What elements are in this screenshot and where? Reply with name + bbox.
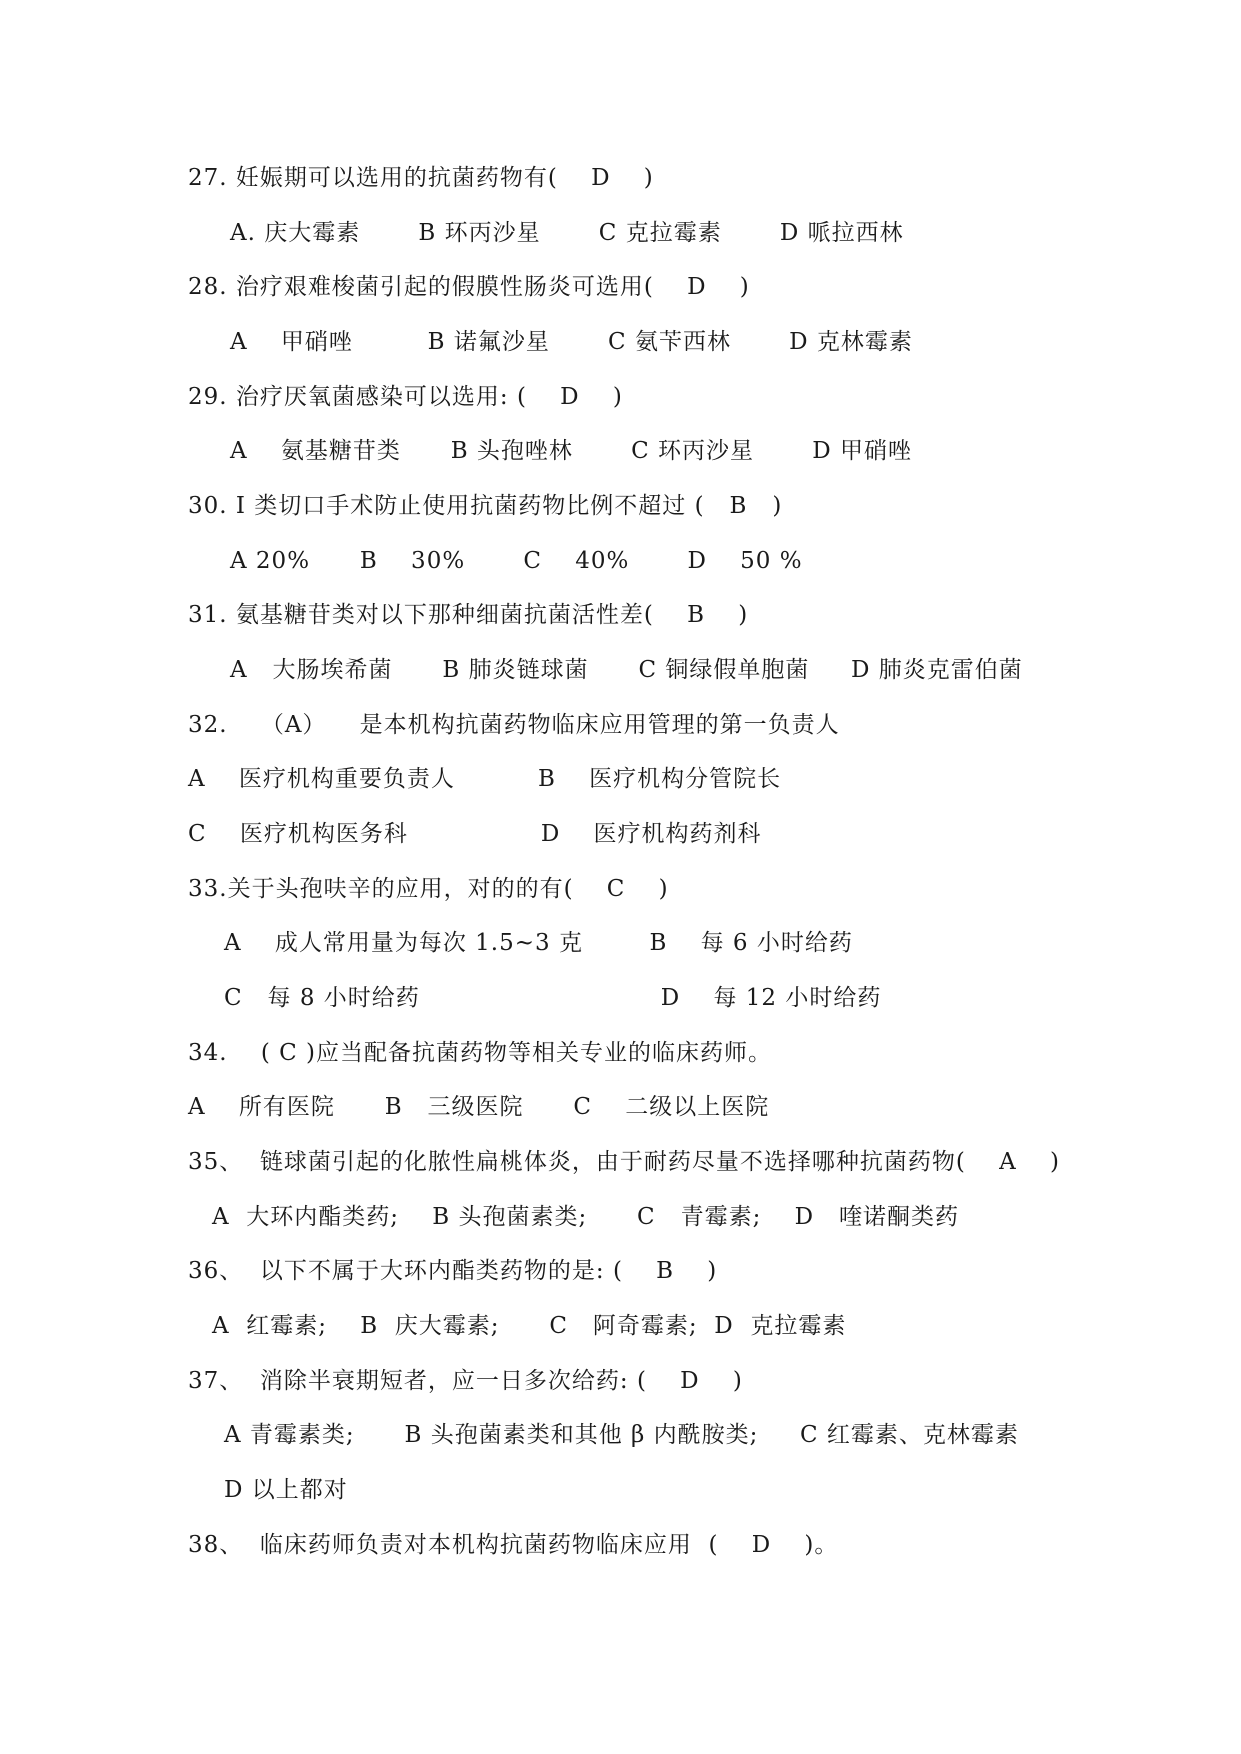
question-32-options-cd: C 医疗机构医务科 D 医疗机构药剂科 [188, 821, 762, 847]
question-27: 27. 妊娠期可以选用的抗菌药物有( D ) [188, 165, 654, 191]
question-30: 30. I 类切口手术防止使用抗菌药物比例不超过 ( B ) [188, 493, 783, 519]
question-31-options: A 大肠埃希菌 B 肺炎链球菌 C 铜绿假单胞菌 D 肺炎克雷伯菌 [230, 657, 1023, 683]
question-31: 31. 氨基糖苷类对以下那种细菌抗菌活性差( B ) [188, 602, 749, 628]
question-29-options: A 氨基糖苷类 B 头孢唑林 C 环丙沙星 D 甲硝唑 [230, 438, 912, 464]
question-28-options: A 甲硝唑 B 诺氟沙星 C 氨苄西林 D 克林霉素 [230, 329, 913, 355]
question-33-options-ab: A 成人常用量为每次 1.5~3 克 B 每 6 小时给药 [224, 930, 853, 956]
question-30-options: A 20% B 30% C 40% D 50 % [230, 548, 803, 574]
question-35: 35、 链球菌引起的化脓性扁桃体炎，由于耐药尽量不选择哪种抗菌药物( A ) [188, 1149, 1060, 1175]
question-35-options: A 大环内酯类药; B 头孢菌素类; C 青霉素; D 喹诺酮类药 [212, 1204, 959, 1230]
question-38: 38、 临床药师负责对本机构抗菌药物临床应用 ( D )。 [188, 1532, 839, 1558]
question-37: 37、 消除半衰期短者，应一日多次给药: ( D ) [188, 1368, 743, 1394]
question-36: 36、 以下不属于大环内酯类药物的是: ( B ) [188, 1258, 718, 1284]
question-34-options: A 所有医院 B 三级医院 C 二级以上医院 [188, 1094, 770, 1120]
question-37-option-d: D 以上都对 [224, 1477, 348, 1503]
question-27-options: A. 庆大霉素 B 环丙沙星 C 克拉霉素 D 哌拉西林 [230, 220, 904, 246]
question-37-options-abc: A 青霉素类; B 头孢菌素类和其他 β 内酰胺类; C 红霉素、克林霉素 [224, 1422, 1019, 1448]
question-29: 29. 治疗厌氧菌感染可以选用: ( D ) [188, 384, 623, 410]
question-32: 32. （A） 是本机构抗菌药物临床应用管理的第一负责人 [188, 712, 840, 738]
question-32-options-ab: A 医疗机构重要负责人 B 医疗机构分管院长 [188, 766, 782, 792]
question-34: 34. ( C )应当配备抗菌药物等相关专业的临床药师。 [188, 1040, 772, 1066]
question-33-options-cd: C 每 8 小时给药 D 每 12 小时给药 [224, 985, 882, 1011]
question-28: 28. 治疗艰难梭菌引起的假膜性肠炎可选用( D ) [188, 274, 750, 300]
question-36-options: A 红霉素; B 庆大霉素; C 阿奇霉素; D 克拉霉素 [212, 1313, 847, 1339]
question-33: 33.关于头孢呋辛的应用，对的的有( C ) [188, 876, 669, 902]
